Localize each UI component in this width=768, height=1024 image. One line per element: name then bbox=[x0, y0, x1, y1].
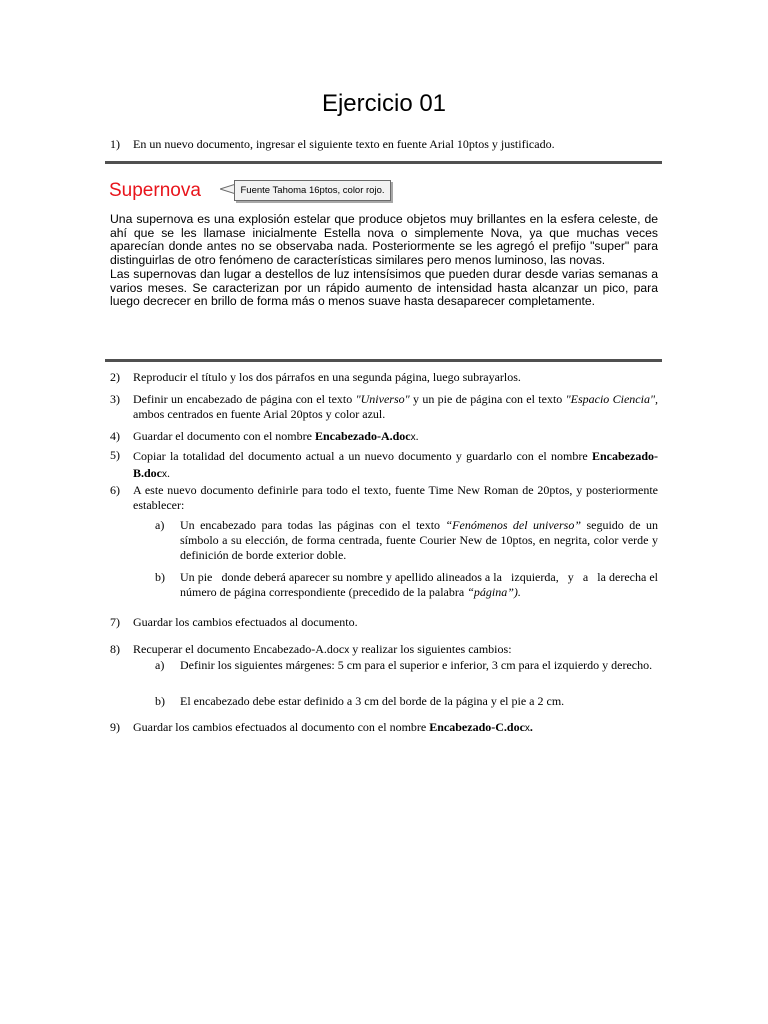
item-number: 3) bbox=[110, 392, 120, 406]
sub-item-label: a) bbox=[155, 658, 165, 672]
sub-item-text: Un pie donde deberá aparecer su nombre y apellido alineados a la izquierda, y a la derecha el número de página correspondiente (precedido de la palabra “página”). bbox=[180, 570, 661, 599]
item-number: 8) bbox=[110, 642, 120, 656]
item-number: 6) bbox=[110, 483, 120, 497]
sub-item-text: El encabezado debe estar definido a 3 cm del borde de la página y el pie a 2 cm. bbox=[180, 694, 565, 708]
supernova-paragraph-2: Las supernovas dan lugar a destellos de luz intensísimos que pueden durar desde varias semanas a varios meses. Se caracterizan por un rápido aumento de intensidad hasta alcanzar un pico, para luego decrecer en brillo de forma más o menos suave hasta desaparecer completamente. bbox=[110, 266, 658, 309]
page-title: Ejercicio 01 bbox=[321, 90, 447, 117]
sub-item-label: a) bbox=[155, 518, 165, 532]
item-text: Copiar la totalidad del documento actual a un nuevo documento y guardarlo con el nombre Encabezado-B.docx. bbox=[133, 449, 658, 480]
item-text: Recuperar el documento Encabezado-A.docx y realizar los siguientes cambios: bbox=[133, 642, 512, 656]
supernova-body bbox=[110, 213, 658, 309]
item-text: En un nuevo documento, ingresar el siguiente texto en fuente Arial 10ptos y justificado. bbox=[133, 137, 555, 151]
item-text: Guardar los cambios efectuados al documento con el nombre Encabezado-C.docx. bbox=[133, 720, 533, 734]
item-text: A este nuevo documento definirle para todo el texto, fuente Time New Roman de 20ptos, y posteriormente establecer: bbox=[133, 483, 658, 512]
sub-item-text: Un encabezado para todas las páginas con el texto “Fenómenos del universo” seguido de un símbolo a su elección, de forma centrada, fuente Courier New de 10ptos, en negrita, color verde y definición de borde exterior doble. bbox=[180, 518, 658, 562]
item-number: 2) bbox=[110, 370, 120, 384]
supernova-paragraph-1: Una supernova es una explosión estelar que produce objetos muy brillantes en la esfera celeste, de ahí que se les llamase inicialmente Estella nova o simplemente Nova, ya que muchas veces aparecían donde antes no se observaba nada. Posteriormente se les agregó el prefijo "super" para distinguirlas de otro fenómeno de características similares pero menos luminoso, las novas. bbox=[110, 212, 658, 268]
item-number: 1) bbox=[110, 137, 120, 151]
item-number: 7) bbox=[110, 615, 120, 629]
sub-item-text: Definir los siguientes márgenes: 5 cm para el superior e inferior, 3 cm para el izquierdo y derecho. bbox=[180, 658, 653, 672]
item-text: Guardar los cambios efectuados al documento. bbox=[133, 615, 358, 629]
font-callout: Fuente Tahoma 16ptos, color rojo. bbox=[234, 180, 391, 201]
item-number: 5) bbox=[110, 448, 120, 462]
item-text: Definir un encabezado de página con el texto "Universo" y un pie de página con el texto "Espacio Ciencia", ambos centrados en fuente Arial 20ptos y color azul. bbox=[133, 392, 659, 421]
sub-item-label: b) bbox=[155, 570, 165, 584]
item-text: Reproducir el título y los dos párrafos en una segunda página, luego subrayarlos. bbox=[133, 370, 521, 384]
divider-top bbox=[105, 161, 662, 164]
supernova-heading: Supernova bbox=[109, 180, 201, 201]
item-number: 9) bbox=[110, 720, 120, 734]
item-number: 4) bbox=[110, 429, 120, 443]
divider-bottom bbox=[105, 359, 662, 362]
item-text: Guardar el documento con el nombre Encabezado-A.docx. bbox=[133, 429, 419, 443]
sub-item-label: b) bbox=[155, 694, 165, 708]
